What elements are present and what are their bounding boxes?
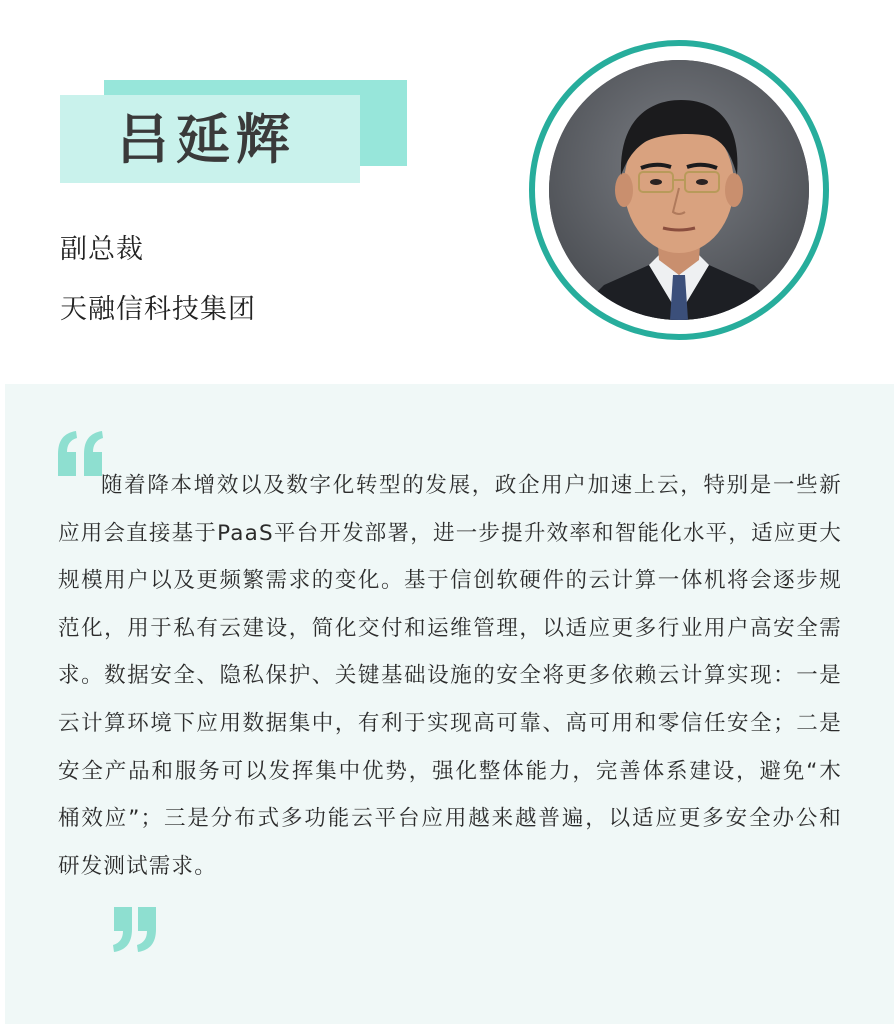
portrait-frame — [529, 40, 829, 340]
quote-text: 随着降本增效以及数字化转型的发展，政企用户加速上云，特别是一些新应用会直接基于PaaS平台开发部署，进一步提升效率和智能化水平，适应更大规模用户以及更频繁需求的变化。基于信创软硬件的云计算一体机将会逐步规范化，用于私有云建设，简化交付和运维管理，以适应更多行业用户高安全需求。数据安全、隐私保护、关键基础设施的安全将更多依赖云计算实现：一是云计算环境下应用数据集中，有利于实现高可靠、高可用和零信任安全；二是安全产品和服务可以发挥集中优势，强化整体能力，完善体系建设，避免“木桶效应”；三是分布式多功能云平台应用越来越普遍，以适应更多安全办公和研发测试需求。 — [58, 473, 842, 879]
person-portrait-icon — [549, 60, 809, 320]
portrait-photo — [549, 60, 809, 320]
person-name: 吕延辉 — [116, 108, 296, 171]
person-organization: 天融信科技集团 — [60, 294, 256, 325]
close-quote-icon — [110, 905, 160, 953]
person-title: 副总裁 — [60, 234, 144, 265]
